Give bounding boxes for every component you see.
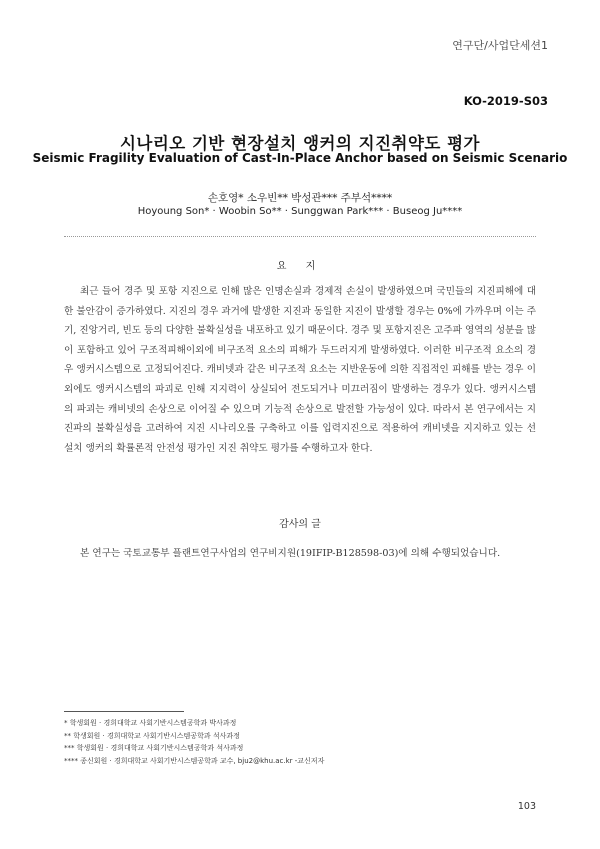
paper-code: KO-2019-S03: [463, 94, 548, 108]
authors-english: Hoyoung Son* · Woobin So** · Sunggwan Park*** · Buseog Ju****: [137, 206, 463, 217]
footnotes: [64, 717, 324, 767]
footnote-rule: [64, 711, 184, 712]
acknowledgement-heading: 감사의 글: [279, 519, 321, 530]
footnote-4: **** 종신회원 · 경희대학교 사회기반시스템공학과 교수, bju2@khu.ac.kr -교신저자: [64, 756, 325, 765]
running-header: 연구단/사업단세션1: [452, 39, 548, 52]
footnote-2: ** 학생회원 · 경희대학교 사회기반시스템공학과 석사과정: [64, 731, 240, 740]
acknowledgement-body: 본 연구는 국토교통부 플랜트연구사업의 연구비지원(19IFIP-B128598-03)에 의해 수행되었습니다.: [80, 548, 501, 559]
footnote-3: *** 학생회원 · 경희대학교 사회기반시스템공학과 석사과정: [64, 744, 244, 752]
paper-title-english: Seismic Fragility Evaluation of Cast-In-Place Anchor based on Seismic Scenario: [32, 151, 568, 165]
paper-title-korean: 시나리오 기반 현장설치 앵커의 지진취약도 평가: [119, 134, 480, 153]
authors-korean: 손호영* 소우빈** 박성관*** 주부석****: [207, 192, 393, 204]
page-number: 103: [517, 801, 536, 812]
section-divider: [64, 236, 536, 237]
abstract-body: 최근 들어 경주 및 포항 지진으로 인해 많은 인명손실과 경제적 손실이 발생하였으며 국민들의 지진피해에 대한 불안감이 증가하였다. 지진의 경우 과거에 발생한 지진과 동일한 지진이 발생할 경우는 0%에 가까우며 이는 주기, 진앙거리, 빈도 등의 다양한 불확실성을 내포하고 있기 때문이다. 경주 및 포항지진은 고주파 영역의 성분을 많이 포함하고 있어 구조적피해이외에 비구조적 요소의 피해가 두드러지게 발생하였다. 이러한 비구조적 요소의 경우 앵커시스템으로 고정되어진다. 캐비넷과 같은 비구조적 요소는 지반운동에 의한 직접적인 피해를 받는 경우 이외에도 앵커시스템의 파괴로 인해 지지력이 상실되어 전도되거나 미끄러짐이 발생하는 경우가 있다. 앵커시스템의 파괴는 캐비넷의 손상으로 이어질 수 있으며 기능적 손상으로 발전할 가능성이 있다. 따라서 본 연구에서는 지진파의 불확실성을 고려하여 지진 시나리오를 구축하고 이를 입력지진으로 적용하여 캐비넷을 지지하고 있는 선설치 앵커의 확률론적 안전성 평가인 지진 취약도 평가를 수행하고자 한다.: [64, 286, 536, 454]
footnote-1: * 학생회원 · 경희대학교 사회기반시스템공학과 박사과정: [64, 719, 237, 727]
abstract-heading: 요 지: [276, 261, 324, 272]
